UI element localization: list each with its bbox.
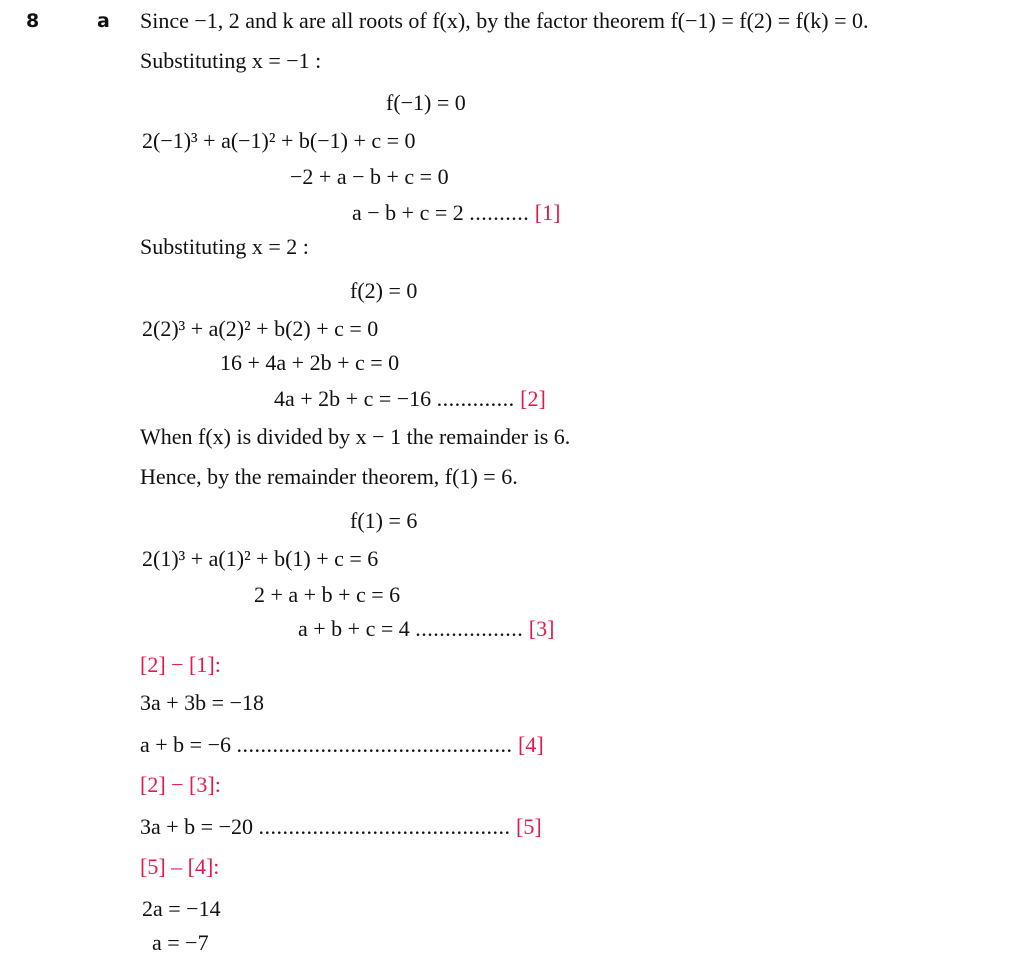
- dot-leader: ..........................................: [258, 814, 511, 839]
- step2-line1: [140, 816, 542, 838]
- eq1-result: a − b + c = 2: [352, 200, 464, 225]
- dot-leader: .............: [436, 386, 515, 411]
- eq1-line1: f(−1) = 0: [386, 90, 466, 115]
- substitution-heading-1: Substituting x = −1 :: [140, 48, 322, 73]
- step-label-2-minus-1: [2] − [1]:: [140, 652, 221, 677]
- intro-text: Since −1, 2 and k are all roots of f(x), by the factor theorem f(−1) = f(2) = f(k) = 0.: [140, 8, 869, 33]
- eq1-line4: [352, 202, 560, 224]
- equation-ref-2: [2]: [520, 386, 546, 411]
- step-label-5-minus-4: [5] – [4]:: [140, 854, 220, 879]
- step-label-2-minus-3: [2] − [3]:: [140, 772, 221, 797]
- question-number: 8: [26, 10, 40, 32]
- eq2-line3: 16 + 4a + 2b + c = 0: [220, 350, 400, 375]
- eq1-line2: 2(−1)³ + a(−1)² + b(−1) + c = 0: [142, 128, 416, 153]
- eq2-line1: f(2) = 0: [350, 278, 418, 303]
- eq3-result: a + b + c = 4: [298, 616, 410, 641]
- dot-leader: ..............................................: [236, 732, 513, 757]
- equation-ref-4: [4]: [518, 732, 544, 757]
- eq3-line2: 2(1)³ + a(1)² + b(1) + c = 6: [142, 546, 379, 571]
- remainder-theorem-statement: Hence, by the remainder theorem, f(1) = 6.: [140, 464, 518, 489]
- step3-line2: a = −7: [152, 930, 209, 955]
- dot-leader: ..................: [415, 616, 524, 641]
- part-label: a: [97, 10, 110, 32]
- remainder-statement: When f(x) is divided by x − 1 the remainder is 6.: [140, 424, 571, 449]
- step3-line1: 2a = −14: [142, 896, 221, 921]
- step2-result: 3a + b = −20: [140, 814, 253, 839]
- eq3-line4: [298, 618, 554, 640]
- step1-line1: 3a + 3b = −18: [140, 690, 264, 715]
- equation-ref-5: [5]: [516, 814, 542, 839]
- substitution-heading-2: Substituting x = 2 :: [140, 234, 309, 259]
- equation-ref-1: [1]: [534, 200, 561, 225]
- step1-result: a + b = −6: [140, 732, 231, 757]
- step1-line2: [140, 734, 544, 756]
- eq2-line4: [274, 388, 546, 410]
- equation-ref-3: [3]: [528, 616, 555, 641]
- eq2-line2: 2(2)³ + a(2)² + b(2) + c = 0: [142, 316, 379, 341]
- eq1-line3: −2 + a − b + c = 0: [290, 164, 449, 189]
- eq3-line3: 2 + a + b + c = 6: [254, 582, 401, 607]
- dot-leader: ..........: [469, 200, 530, 225]
- eq3-line1: f(1) = 6: [350, 508, 418, 533]
- eq2-result: 4a + 2b + c = −16: [274, 386, 432, 411]
